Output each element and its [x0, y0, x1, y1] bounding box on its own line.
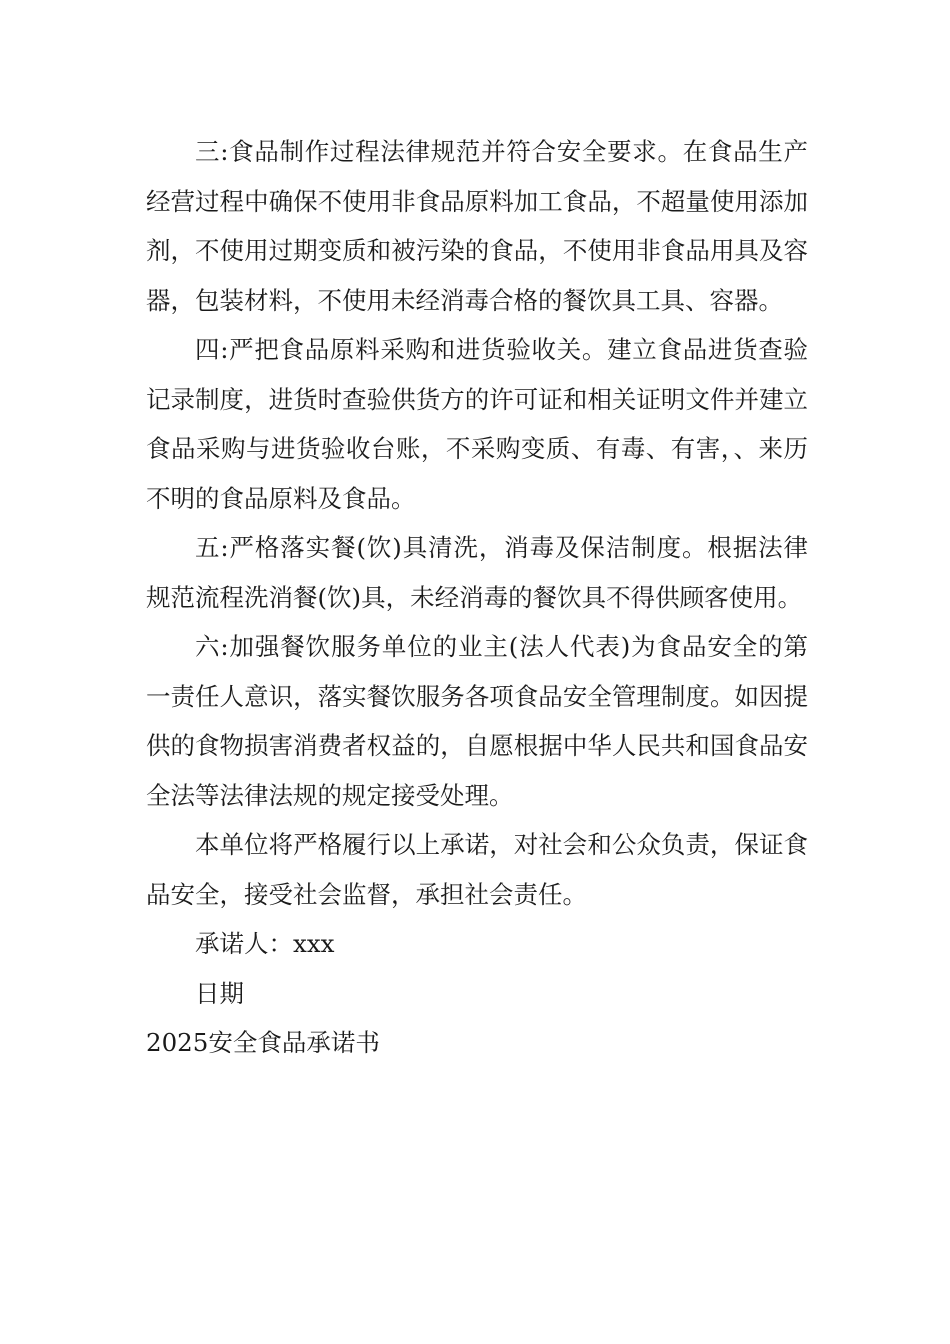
commitment-paragraph: 本单位将严格履行以上承诺，对社会和公众负责，保证食品安全，接受社会监督，承担社会责任。 — [146, 830, 808, 909]
clause-5-paragraph: 五:严格落实餐(饮)具清洗，消毒及保洁制度。根据法律规范流程洗消餐(饮)具，未经消毒的餐饮具不得供顾客使用。 — [146, 533, 808, 612]
clause-6-paragraph: 六:加强餐饮服务单位的业主(法人代表)为食品安全的第一责任人意识，落实餐饮服务各项食品安全管理制度。如因提供的食物损害消费者权益的，自愿根据中华人民共和国食品安全法等法律法规的规定接受处理。 — [146, 632, 808, 810]
clause-3-paragraph: 三:食品制作过程法律规范并符合安全要求。在食品生产经营过程中确保不使用非食品原料加工食品，不超量使用添加剂，不使用过期变质和被污染的食品，不使用非食品用具及容器，包装材料，不使用未经消毒合格的餐饮具工具、容器。 — [146, 137, 808, 315]
document-body — [146, 127, 808, 1068]
signer-line: 承诺人：xxx — [195, 929, 335, 958]
next-document-title: 2025安全食品承诺书 — [146, 1028, 380, 1057]
clause-4-paragraph: 四:严把食品原料采购和进货验收关。建立食品进货查验记录制度，进货时查验供货方的许可证和相关证明文件并建立食品采购与进货验收台账，不采购变质、有毒、有害，、来历不明的食品原料及食品。 — [146, 335, 808, 513]
date-line: 日期 — [195, 978, 244, 1008]
